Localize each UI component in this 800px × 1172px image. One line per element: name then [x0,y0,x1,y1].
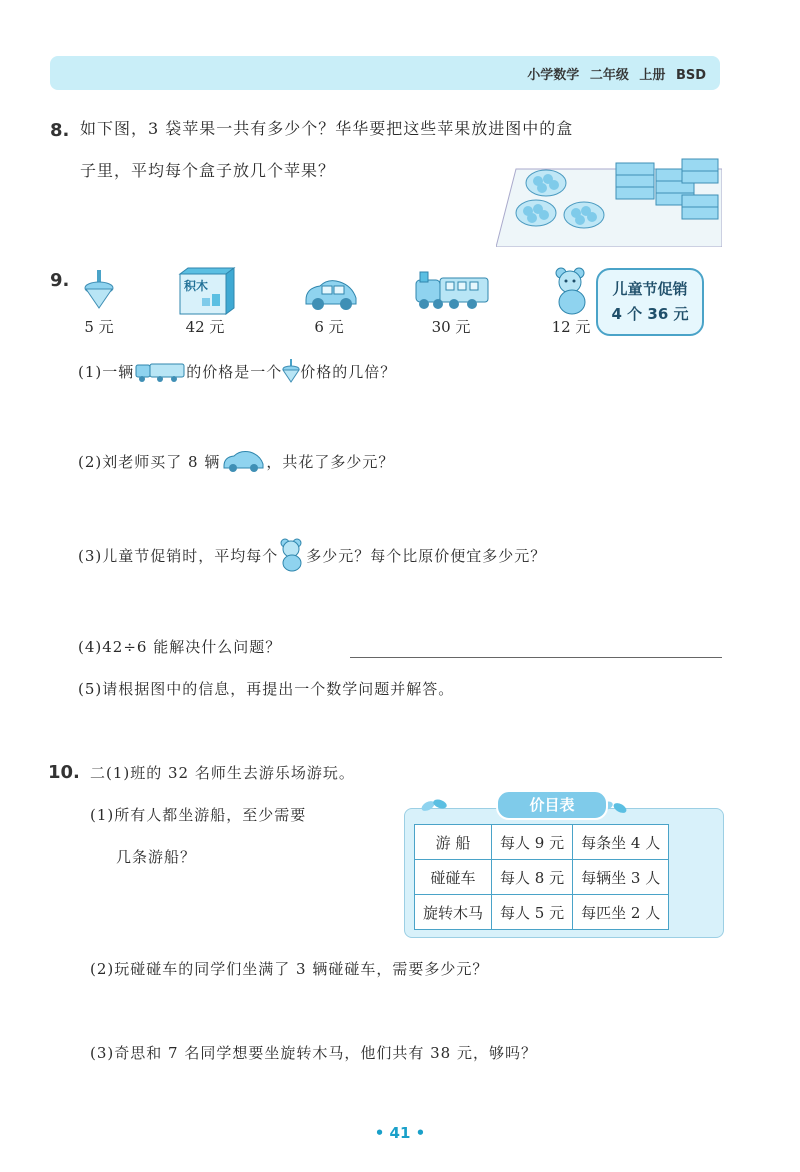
table-title: 价目表 [496,790,608,820]
promo-badge [596,268,704,336]
table-cell: 游 船 [415,825,492,860]
q9-sub3-text-b: 多少元？每个比原价便宜多少元？ [306,546,547,565]
q8-line1: 如下图，3 袋苹果一共有多少个？华华要把这些苹果放进图中的盒 [80,119,574,138]
q10-sub3: (3)奇思和 7 名同学想要坐旋转木马，他们共有 38 元，够吗？ [90,1044,537,1062]
q9-sub2-text-a: (2)刘老师买了 8 辆 [78,452,221,471]
q10-number: 10. [48,762,80,783]
edition-label: BSD [675,68,706,83]
price-top: 5 元 [84,318,114,336]
q9-sub1-text-c: 价格的几倍？ [300,362,397,381]
price-table [414,824,669,930]
table-cell: 每人 5 元 [492,895,573,930]
table-row [415,825,669,860]
top-inline-icon [282,358,300,384]
table-cell: 旋转木马 [415,895,492,930]
train-inline-icon [134,359,186,383]
q10-sub1-line1: (1)所有人都坐游船，至少需要 [90,806,307,824]
subject-label: 小学数学 [527,68,580,83]
table-row [415,895,669,930]
q9-sub1-text-a: (1)一辆 [78,362,135,381]
spinning-top-icon [84,268,114,316]
apple-bag-icon [564,202,604,228]
apple-bag-icon [516,200,556,226]
header-bar [50,56,720,90]
toy-car-icon [300,276,360,316]
price-bear: 12 元 [551,318,591,336]
price-blocks: 42 元 [185,318,225,336]
apples-boxes-illustration [496,155,722,247]
q9-sub3 [78,538,546,572]
q10-sub1-line2: 几条游船？ [116,848,197,866]
table-row [415,860,669,895]
q9-number: 9. [50,270,70,291]
page-number: • 41 • [374,1124,426,1142]
price-train: 30 元 [431,318,471,336]
q9-sub1 [78,358,396,384]
apple-bag-icon [526,170,566,196]
table-cell: 每人 8 元 [492,860,573,895]
q9-sub5: (5)请根据图中的信息，再提出一个数学问题并解答。 [78,680,455,698]
toy-train-icon [410,270,492,316]
promo-deal: 4 个 36 元 [611,305,689,323]
q9-sub4: (4)42÷6 能解决什么问题？ [78,638,282,656]
book-info [527,64,706,83]
table-cell: 碰碰车 [415,860,492,895]
price-car: 6 元 [314,318,344,336]
q9-sub2-text-b: ，共花了多少元？ [266,452,395,471]
q9-sub1-text-b: 的价格是一个 [186,362,283,381]
volume-label: 上册 [639,68,666,83]
grade-label: 二年级 [589,68,629,83]
car-inline-icon [220,448,266,474]
q9-sub3-text-a: (3)儿童节促销时，平均每个 [78,546,279,565]
bear-inline-icon [278,538,306,572]
building-blocks-icon [176,266,236,320]
table-cell: 每匹坐 2 人 [573,895,669,930]
promo-title: 儿童节促销 [612,280,688,298]
blocks-label: 积木 [184,279,209,293]
q10-intro: 二(1)班的 32 名师生去游乐场游玩。 [90,764,355,782]
table-cell: 每辆坐 3 人 [573,860,669,895]
leaf-decoration-icon [420,794,450,822]
table-cell: 每人 9 元 [492,825,573,860]
answer-line[interactable] [350,657,722,658]
q8-number: 8. [50,120,70,141]
q9-sub2 [78,448,394,474]
teddy-bear-icon [552,266,592,320]
q10-sub2: (2)玩碰碰车的同学们坐满了 3 辆碰碰车，需要多少元？ [90,960,489,978]
q8-line2: 子里，平均每个盒子放几个苹果？ [80,161,336,180]
table-cell: 每条坐 4 人 [573,825,669,860]
